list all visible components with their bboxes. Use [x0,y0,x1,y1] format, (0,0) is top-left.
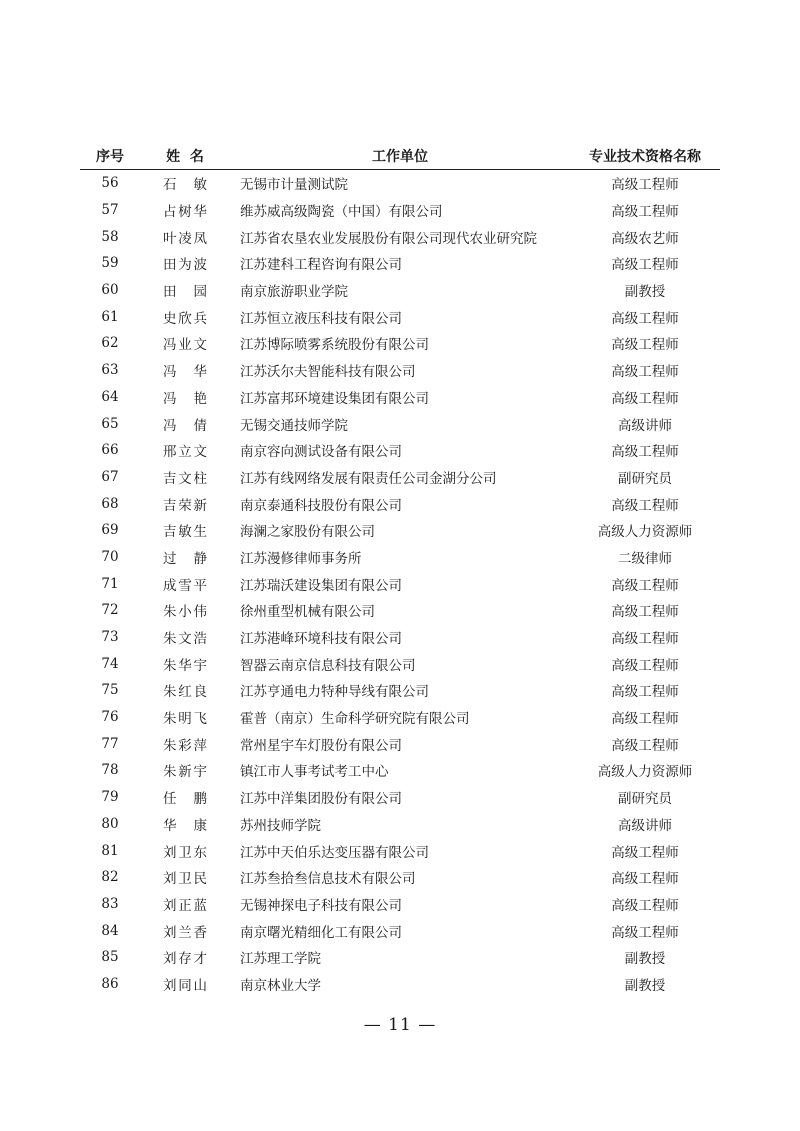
person-name: 朱小伟 [163,604,207,621]
person-name: 刘正蓝 [163,897,207,914]
cell-serial-number: 72 [101,602,119,619]
person-name: 刘卫东 [163,844,207,861]
cell-work-unit: 江苏建科工程咨询有限公司 [240,257,402,274]
cell-serial-number: 57 [101,202,119,219]
person-name: 朱明飞 [163,711,207,728]
person-name: 吉文柱 [163,470,207,487]
cell-work-unit: 江苏富邦环境建设集团有限公司 [240,390,429,407]
cell-name [140,730,230,757]
cell-work-unit: 南京旅游职业学院 [240,284,348,301]
cell-work-unit: 江苏博际喷雾系统股份有限公司 [240,337,429,354]
table-row [80,437,720,464]
cell-qualification: 高级工程师 [611,497,679,514]
cell-qualification: 副教授 [624,951,666,968]
cell-qualification: 高级工程师 [611,684,679,701]
person-name: 冯业文 [163,337,207,354]
cell-name [140,357,230,384]
cell-name [140,864,230,891]
person-name: 吉荣新 [163,497,207,514]
person-name: 刘卫民 [163,871,207,888]
person-name: 成雪平 [163,577,207,594]
cell-serial-number: 82 [101,869,119,886]
cell-serial-number: 83 [101,895,119,912]
cell-serial-number: 71 [101,575,119,592]
person-name: 朱华宇 [163,657,207,674]
person-name: 冯 艳 [163,390,207,407]
cell-name [140,197,230,224]
cell-name [140,757,230,784]
table-header-row [80,142,720,170]
cell-name [140,650,230,677]
cell-work-unit: 苏州技师学院 [240,817,321,834]
cell-work-unit: 霍普（南京）生命科学研究院有限公司 [240,711,470,728]
cell-qualification: 高级工程师 [611,871,679,888]
cell-serial-number: 77 [101,735,119,752]
cell-work-unit: 无锡交通技师学院 [240,417,348,434]
cell-serial-number: 79 [101,789,119,806]
cell-qualification: 高级讲师 [618,817,672,834]
person-name: 朱红良 [163,684,207,701]
cell-name [140,784,230,811]
cell-work-unit: 江苏叁拾叁信息技术有限公司 [240,871,416,888]
cell-name [140,597,230,624]
cell-qualification: 二级律师 [618,550,672,567]
cell-name [140,971,230,998]
cell-name [140,544,230,571]
table-row [80,410,720,437]
person-name: 朱新宇 [163,764,207,781]
person-name: 刘兰香 [163,924,207,941]
table-row [80,384,720,411]
cell-name [140,677,230,704]
person-name: 过 静 [163,550,207,567]
cell-qualification: 高级工程师 [611,257,679,274]
table-row [80,357,720,384]
cell-serial-number: 61 [101,308,119,325]
cell-work-unit: 江苏中洋集团股份有限公司 [240,791,402,808]
cell-work-unit: 镇江市人事考试考工中心 [240,764,389,781]
table-row [80,250,720,277]
cell-serial-number: 84 [101,922,119,939]
cell-qualification: 高级工程师 [611,337,679,354]
table-row [80,277,720,304]
cell-name [140,437,230,464]
cell-serial-number: 56 [101,175,119,192]
table-row [80,757,720,784]
table-row [80,490,720,517]
cell-qualification: 高级工程师 [611,310,679,327]
cell-qualification: 副教授 [624,284,666,301]
cell-qualification: 高级工程师 [611,844,679,861]
person-name: 朱文浩 [163,631,207,648]
table-row [80,837,720,864]
table-row [80,784,720,811]
cell-work-unit: 南京曙光精细化工有限公司 [240,924,402,941]
cell-qualification: 高级工程师 [611,390,679,407]
table-row [80,704,720,731]
cell-qualification: 高级工程师 [611,604,679,621]
cell-name [140,517,230,544]
cell-work-unit: 智器云南京信息科技有限公司 [240,657,416,674]
cell-serial-number: 68 [101,495,119,512]
cell-serial-number: 70 [101,548,119,565]
cell-serial-number: 64 [101,388,119,405]
header-name: 姓 名 [140,142,230,170]
header-serial-number: 序号 [80,142,140,170]
cell-qualification: 高级工程师 [611,897,679,914]
table-row [80,971,720,998]
cell-name [140,570,230,597]
cell-qualification: 高级工程师 [611,657,679,674]
cell-work-unit: 无锡神探电子科技有限公司 [240,897,402,914]
cell-serial-number: 78 [101,762,119,779]
cell-name [140,170,230,197]
cell-name [140,410,230,437]
person-name: 刘存才 [163,951,207,968]
cell-qualification: 高级人力资源师 [597,524,693,541]
table-row [80,944,720,971]
cell-work-unit: 无锡市计量测试院 [240,177,348,194]
cell-name [140,490,230,517]
person-name: 叶凌凤 [163,230,207,247]
cell-qualification: 高级工程师 [611,737,679,754]
cell-name [140,624,230,651]
person-name: 刘同山 [163,977,207,994]
cell-name [140,917,230,944]
cell-serial-number: 67 [101,468,119,485]
person-name: 田为波 [163,257,207,274]
cell-work-unit: 江苏亨通电力特种导线有限公司 [240,684,429,701]
cell-work-unit: 江苏沃尔夫智能科技有限公司 [240,364,416,381]
person-name: 华 康 [163,817,207,834]
cell-serial-number: 85 [101,949,119,966]
table-row [80,303,720,330]
cell-name [140,811,230,838]
cell-serial-number: 63 [101,362,119,379]
person-name: 邢立文 [163,444,207,461]
cell-work-unit: 南京容向测试设备有限公司 [240,444,402,461]
cell-serial-number: 86 [101,975,119,992]
cell-serial-number: 81 [101,842,119,859]
cell-name [140,837,230,864]
table-row [80,330,720,357]
cell-work-unit: 徐州重型机械有限公司 [240,604,375,621]
person-name: 任 鹏 [163,791,207,808]
table-row [80,677,720,704]
cell-name [140,250,230,277]
cell-work-unit: 常州星宇车灯股份有限公司 [240,737,402,754]
cell-qualification: 高级工程师 [611,204,679,221]
cell-name [140,944,230,971]
table-row [80,597,720,624]
cell-name [140,704,230,731]
table-row [80,223,720,250]
cell-qualification: 副教授 [624,977,666,994]
cell-qualification: 高级农艺师 [611,230,679,247]
table-row [80,730,720,757]
cell-qualification: 高级工程师 [611,924,679,941]
cell-name [140,277,230,304]
table-row [80,197,720,224]
cell-qualification: 副研究员 [618,791,672,808]
cell-name [140,223,230,250]
person-name: 冯 倩 [163,417,207,434]
table-row [80,464,720,491]
cell-serial-number: 66 [101,442,119,459]
table-row [80,891,720,918]
cell-qualification: 高级工程师 [611,631,679,648]
person-name: 吉敏生 [163,524,207,541]
table-row [80,917,720,944]
cell-qualification: 高级工程师 [611,444,679,461]
header-work-unit: 工作单位 [230,142,570,170]
roster-table [80,142,720,997]
table-row [80,650,720,677]
cell-work-unit: 南京泰通科技股份有限公司 [240,497,402,514]
person-name: 冯 华 [163,364,207,381]
table-row [80,544,720,571]
table-row [80,570,720,597]
person-name: 石 敏 [163,177,207,194]
cell-name [140,384,230,411]
cell-work-unit: 维苏威高级陶瓷（中国）有限公司 [240,204,443,221]
cell-work-unit: 江苏恒立液压科技有限公司 [240,310,402,327]
cell-serial-number: 69 [101,522,119,539]
cell-work-unit: 江苏有线网络发展有限责任公司金湖分公司 [240,470,497,487]
person-name: 朱彩萍 [163,737,207,754]
person-name: 占树华 [163,204,207,221]
cell-serial-number: 59 [101,255,119,272]
table-row [80,811,720,838]
cell-name [140,303,230,330]
cell-qualification: 高级讲师 [618,417,672,434]
cell-serial-number: 65 [101,415,119,432]
cell-serial-number: 76 [101,709,119,726]
cell-qualification: 副研究员 [618,470,672,487]
page-number: — 11 — [363,1015,437,1035]
cell-name [140,464,230,491]
table-row [80,517,720,544]
cell-qualification: 高级工程师 [611,711,679,728]
cell-qualification: 高级工程师 [611,364,679,381]
cell-serial-number: 62 [101,335,119,352]
cell-serial-number: 75 [101,682,119,699]
cell-name [140,891,230,918]
cell-work-unit: 江苏漫修律师事务所 [240,550,362,567]
cell-work-unit: 南京林业大学 [240,977,321,994]
cell-work-unit: 江苏中天伯乐达变压器有限公司 [240,844,429,861]
table-row [80,170,720,197]
cell-serial-number: 60 [101,282,119,299]
cell-qualification: 高级人力资源师 [597,764,693,781]
cell-qualification: 高级工程师 [611,177,679,194]
cell-work-unit: 江苏理工学院 [240,951,321,968]
cell-work-unit: 江苏港峰环境科技有限公司 [240,631,402,648]
cell-serial-number: 73 [101,629,119,646]
table-row [80,624,720,651]
table-body [80,170,720,998]
cell-work-unit: 江苏省农垦农业发展股份有限公司现代农业研究院 [240,230,537,247]
cell-qualification: 高级工程师 [611,577,679,594]
table-row [80,864,720,891]
person-name: 史欣兵 [163,310,207,327]
header-qualification: 专业技术资格名称 [570,142,720,170]
cell-work-unit: 江苏瑞沃建设集团有限公司 [240,577,402,594]
cell-serial-number: 74 [101,655,119,672]
cell-work-unit: 海澜之家股份有限公司 [240,524,375,541]
cell-serial-number: 80 [101,815,119,832]
cell-name [140,330,230,357]
person-name: 田 园 [163,284,207,301]
cell-serial-number: 58 [101,228,119,245]
